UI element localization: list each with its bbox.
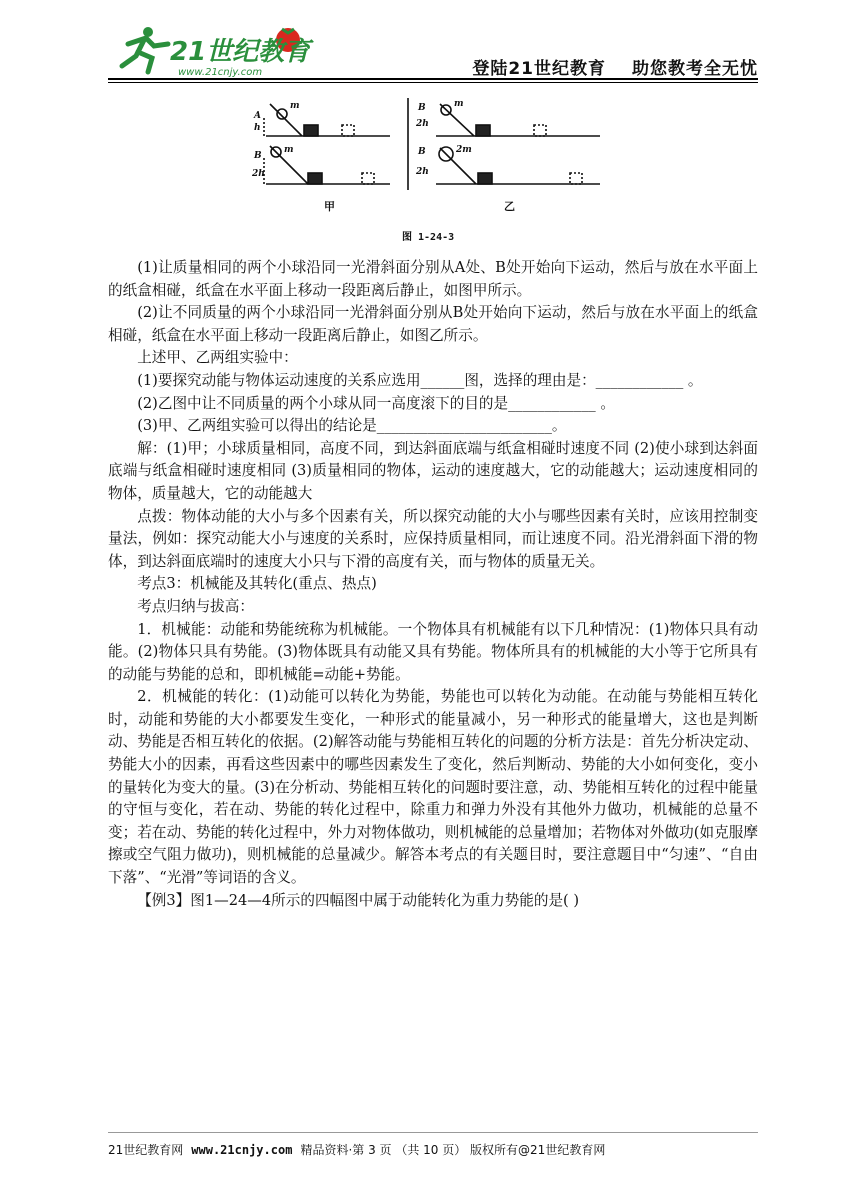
paragraph: 1．机械能：动能和势能统称为机械能。一个物体具有机械能有以下几种情况：(1)物体只具有动能。(2)物体只具有势能。(3)物体既具有动能又具有势能。物体所具有的机械能的大小等于它所具有的动能与势能的总和，即机械能=动能+势能。 bbox=[108, 620, 758, 683]
example-question: 【例3】图1—24—4所示的四幅图中属于动能转化为重力势能的是( ) bbox=[137, 891, 580, 909]
page-footer bbox=[108, 1141, 758, 1158]
label-yi: 乙 bbox=[504, 200, 515, 213]
label-A: A bbox=[254, 111, 261, 121]
question: (3)甲、乙两组实验可以得出的结论是________________________。 bbox=[137, 417, 567, 435]
header-rule-thin bbox=[108, 82, 758, 83]
paragraph: (2)让不同质量的两个小球沿同一光滑斜面分别从B处开始向下运动，然后与放在水平面上的纸盒相碰，纸盒在水平面上移动一段距离后静止，如图乙所示。 bbox=[108, 304, 758, 344]
label-2m: 2m bbox=[456, 145, 472, 155]
label-m-3: m bbox=[454, 99, 464, 109]
paragraph: 上述甲、乙两组实验中： bbox=[137, 349, 298, 367]
label-2h-1: 2h bbox=[252, 169, 265, 179]
header-slogan bbox=[446, 54, 758, 79]
logo-url: www.21cnjy.com bbox=[178, 67, 263, 78]
label-m-2: m bbox=[284, 145, 294, 155]
page-header bbox=[108, 22, 758, 82]
logo-text: 21世纪教育 bbox=[170, 37, 311, 67]
label-jia: 甲 bbox=[324, 200, 335, 213]
solution: 解：(1)甲；小球质量相同，高度不同，到达斜面底端与纸盒相碰时速度不同 (2)使小球到达斜面底端与纸盒相碰时速度相同 (3)质量相同的物体，运动的速度越大，它的动能越大；运动速度相同的物体，质量越大，它的动能越大 bbox=[108, 439, 758, 502]
slogan-left: 登陆21世纪教育 bbox=[472, 59, 606, 79]
label-B-2: B bbox=[418, 103, 426, 113]
question: (2)乙图中让不同质量的两个小球从同一高度滚下的目的是____________ 。 bbox=[137, 394, 615, 412]
label-2h-2: 2h bbox=[416, 119, 429, 129]
panel-yi bbox=[408, 98, 600, 190]
figure-caption: 图 1-24-3 bbox=[402, 232, 455, 243]
experiment-figure bbox=[250, 96, 610, 248]
footer-rule bbox=[108, 1132, 758, 1133]
panel-jia bbox=[264, 104, 390, 184]
footer-site-link[interactable]: www.21cnjy.com bbox=[191, 1143, 293, 1157]
footer-right: 精品资料·第 3 页 （共 10 页） 版权所有@21世纪教育网 bbox=[300, 1143, 606, 1157]
question: (1)要探究动能与物体运动速度的关系应选用______图，选择的理由是：____________ 。 bbox=[137, 371, 703, 389]
label-2h-3: 2h bbox=[416, 167, 429, 177]
section-heading: 考点3：机械能及其转化(重点、热点) bbox=[137, 575, 377, 593]
label-B-3: B bbox=[418, 147, 426, 157]
label-m-1: m bbox=[290, 101, 300, 111]
logo-21cnjy bbox=[108, 22, 318, 80]
document-body bbox=[108, 257, 758, 912]
hint: 点拨：物体动能的大小与多个因素有关，所以探究动能的大小与哪些因素有关时，应该用控制变量法，例如：探究动能大小与速度的关系时，应保持质量相同，而让速度不同。沿光滑斜面下滑的物体，到达斜面底端时的速度大小只与下滑的高度有关，而与物体的质量无关。 bbox=[108, 507, 758, 570]
runner-icon bbox=[122, 27, 168, 72]
paragraph: (1)让质量相同的两个小球沿同一光滑斜面分别从A处、B处开始向下运动，然后与放在水平面上的纸盒相碰，纸盒在水平面上移动一段距离后静止，如图甲所示。 bbox=[108, 259, 758, 299]
label-h: h bbox=[254, 123, 261, 133]
subheading: 考点归纳与拔高： bbox=[137, 597, 254, 615]
header-rule bbox=[108, 78, 758, 80]
slogan-right: 助您教考全无忧 bbox=[632, 59, 758, 79]
label-B-1: B bbox=[254, 151, 262, 161]
footer-left: 21世纪教育网 bbox=[108, 1143, 184, 1157]
paragraph: 2．机械能的转化：(1)动能可以转化为势能，势能也可以转化为动能。在动能与势能相互转化时，动能和势能的大小都要发生变化，一种形式的能量减小，另一种形式的能量增大，这也是判断动、势能是否相互转化的依据。(2)解答动能与势能相互转化的问题的分析方法是：首先分析决定动、势能大小的因素，再看这些因素中的哪些因素发生了变化，然后判断动、势能的大小如何变化，变小的量转化为变大的量。(3)在分析动、势能相互转化的问题时要注意，动、势能相互转化的过程中能量的守恒与变化，若在动、势能的转化过程中，除重力和弹力外没有其他外力做功，机械能的总量不变；若在动、势能的转化过程中，外力对物体做功，则机械能的总量增加；若物体对外做功(如克服摩擦或空气阻力做功)，则机械能的总量减少。解答本考点的有关题目时，要注意题目中“匀速”、“自由下落”、“光滑”等词语的含义。 bbox=[108, 688, 758, 887]
